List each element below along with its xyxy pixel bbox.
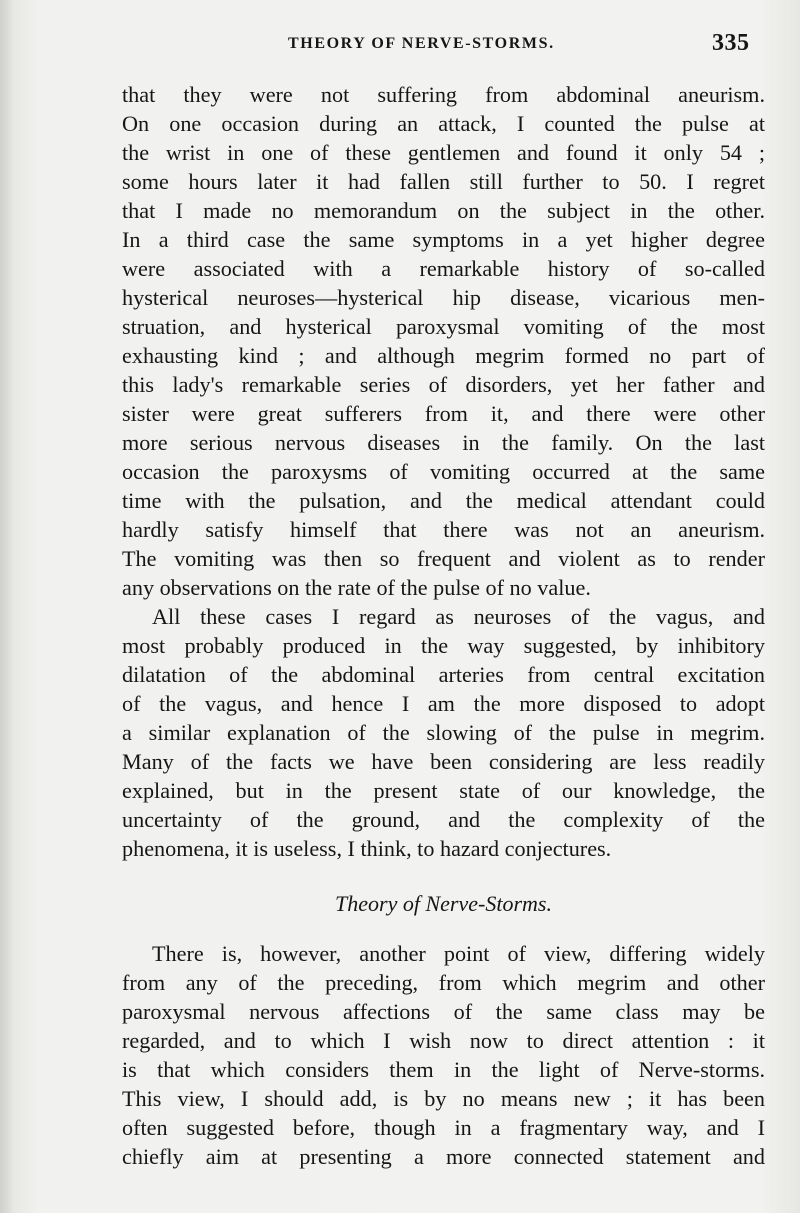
text-line: this lady's remarkable series of disorders, yet her father and: [122, 372, 765, 397]
text-line: any observations on the rate of the pulse of no value.: [122, 575, 591, 600]
text-line: is that which considers them in the light of Nerve-storms.: [122, 1057, 765, 1082]
text-line: regarded, and to which I wish now to direct attention : it: [122, 1028, 765, 1053]
text-line: There is, however, another point of view, differing widely: [152, 941, 765, 966]
text-line: chiefly aim at presenting a more connected statement and: [122, 1144, 765, 1169]
spacer: [122, 921, 765, 939]
text-line: exhausting kind ; and although megrim formed no part of: [122, 343, 765, 368]
section-heading: Theory of Nerve-Storms.: [335, 891, 552, 916]
running-head-title: THEORY OF NERVE-STORMS.: [288, 35, 555, 52]
text-line: dilatation of the abdominal arteries from central excitation: [122, 662, 765, 687]
text-line: hardly satisfy himself that there was not an aneurism.: [122, 517, 765, 542]
text-line: more serious nervous diseases in the family. On the last: [122, 430, 765, 455]
text-line: paroxysmal nervous affections of the same class may be: [122, 999, 765, 1024]
text-line: sister were great sufferers from it, and there were other: [122, 401, 765, 426]
text-line: This view, I should add, is by no means new ; it has been: [122, 1086, 765, 1111]
text-line: were associated with a remarkable history of so-called: [122, 256, 765, 281]
text-line: All these cases I regard as neuroses of the vagus, and: [152, 604, 765, 629]
text-line: the wrist in one of these gentlemen and found it only 54 ;: [122, 140, 765, 165]
text-line: explained, but in the present state of our knowledge, the: [122, 778, 765, 803]
page-number: 335: [712, 30, 750, 56]
text-line: occasion the paroxysms of vomiting occurred at the same: [122, 459, 765, 484]
text-line: hysterical neuroses—hysterical hip disease, vicarious men-: [122, 285, 765, 310]
text-line: from any of the preceding, from which megrim and other: [122, 970, 765, 995]
text-line: a similar explanation of the slowing of the pulse in megrim.: [122, 720, 765, 745]
text-line: In a third case the same symptoms in a yet higher degree: [122, 227, 765, 252]
gutter-shadow: [0, 0, 14, 1213]
text-line: that I made no memorandum on the subject in the other.: [122, 198, 765, 223]
text-line: often suggested before, though in a fragmentary way, and I: [122, 1115, 765, 1140]
text-line: some hours later it had fallen still further to 50. I regret: [122, 169, 765, 194]
text-line: The vomiting was then so frequent and violent as to render: [122, 546, 765, 571]
running-head: [0, 30, 800, 59]
text-line: of the vagus, and hence I am the more disposed to adopt: [122, 691, 765, 716]
text-line: phenomena, it is useless, I think, to hazard conjectures.: [122, 836, 612, 861]
paragraph-3: [122, 939, 765, 1171]
text-line: that they were not suffering from abdominal aneurism.: [122, 82, 765, 107]
text-line: time with the pulsation, and the medical attendant could: [122, 488, 765, 513]
paragraph-1: [122, 80, 765, 602]
paragraph-2: [122, 602, 765, 863]
text-line: Many of the facts we have been considering are less readily: [122, 749, 765, 774]
body-text: [122, 80, 765, 1171]
text-line: struation, and hysterical paroxysmal vomiting of the most: [122, 314, 765, 339]
text-line: On one occasion during an attack, I counted the pulse at: [122, 111, 765, 136]
spacer: [122, 863, 765, 887]
text-line: uncertainty of the ground, and the complexity of the: [122, 807, 765, 832]
text-line: most probably produced in the way suggested, by inhibitory: [122, 633, 765, 658]
